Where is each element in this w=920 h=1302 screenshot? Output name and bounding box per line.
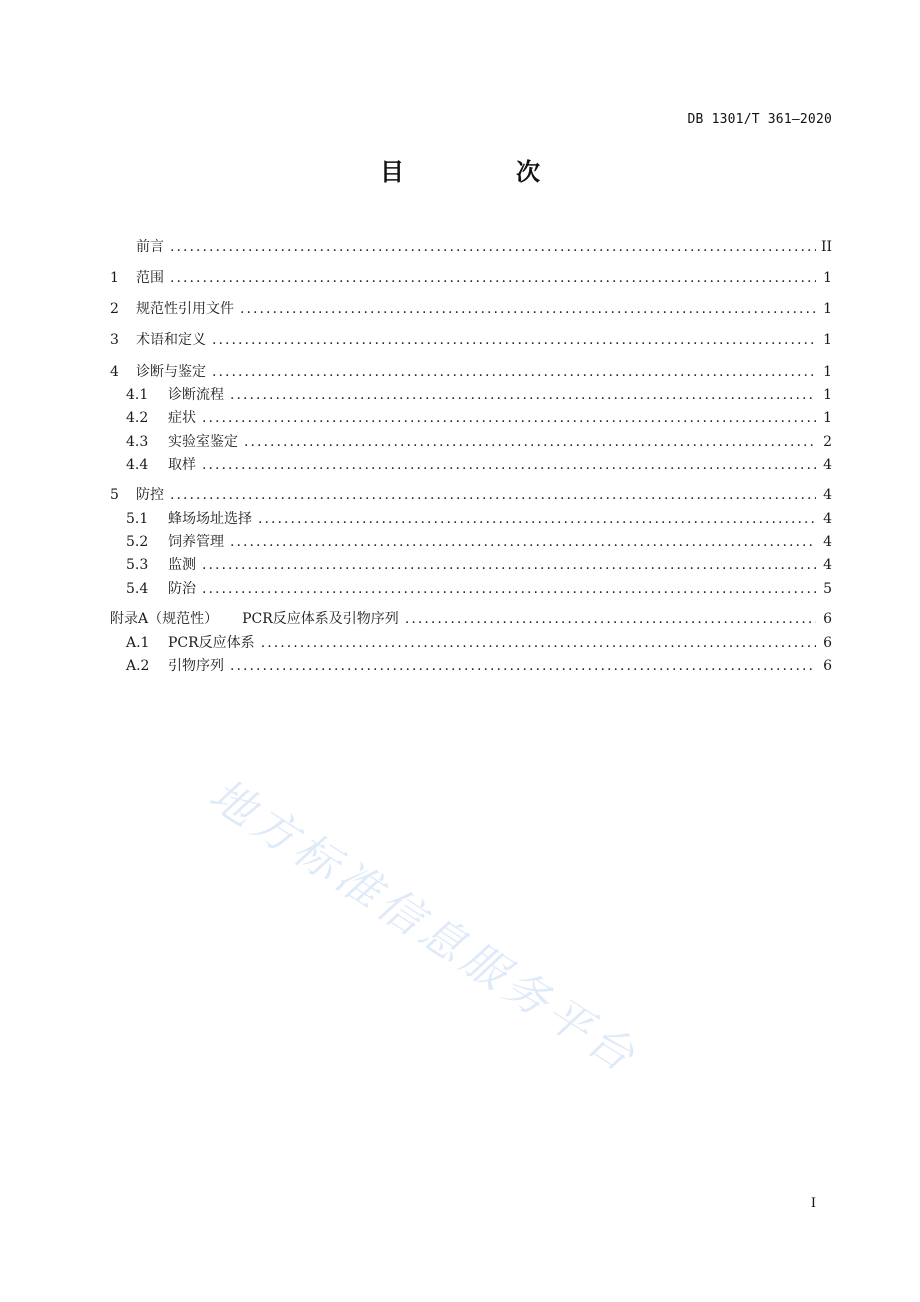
toc-dot-leader xyxy=(405,608,816,630)
toc-entry-label: 规范性引用文件 xyxy=(136,301,234,317)
toc-entry[interactable] xyxy=(110,508,832,530)
toc-entry-label: PCR反应体系 xyxy=(168,635,255,651)
toc-entry-number: 4 xyxy=(110,364,119,380)
toc-entry-page: 1 xyxy=(823,270,832,286)
toc-entry-page: 4 xyxy=(823,457,832,473)
toc-entry[interactable] xyxy=(110,361,832,383)
toc-entry[interactable] xyxy=(110,632,832,654)
toc-entry-label: 蜂场场址选择 xyxy=(168,511,252,527)
toc-entry-number: 5.1 xyxy=(126,511,149,527)
toc-dot-leader xyxy=(258,508,816,530)
toc-entry-number: A.1 xyxy=(126,635,150,651)
toc-entry-label: PCR反应体系及引物序列 xyxy=(242,611,399,627)
toc-entry[interactable] xyxy=(110,298,832,320)
toc-entry-label: 诊断与鉴定 xyxy=(136,364,206,380)
toc-entry-page: 1 xyxy=(823,387,832,403)
toc-entry-page: 6 xyxy=(823,635,832,651)
toc-dot-leader xyxy=(212,329,816,351)
page-title: 目 次 xyxy=(380,158,584,186)
toc-dot-leader xyxy=(230,655,816,677)
toc-entry-number: 5.2 xyxy=(126,534,149,550)
toc-entry-number: 附录A（规范性） xyxy=(110,611,219,627)
page-number: I xyxy=(810,1196,816,1211)
toc-entry-page: II xyxy=(820,239,832,255)
toc-entry-page: 6 xyxy=(823,611,832,627)
toc-entry-label: 监测 xyxy=(168,557,196,573)
toc-dot-leader xyxy=(202,454,816,476)
toc-entry[interactable] xyxy=(110,655,832,677)
toc-entry[interactable] xyxy=(110,431,832,453)
toc-entry-number: 4.1 xyxy=(126,387,149,403)
toc-entry[interactable] xyxy=(110,608,832,630)
toc-entry-label: 诊断流程 xyxy=(168,387,224,403)
toc-dot-leader xyxy=(170,484,816,506)
toc-dot-leader xyxy=(230,384,816,406)
toc-dot-leader xyxy=(170,236,816,258)
toc-entry-label: 术语和定义 xyxy=(136,332,206,348)
toc-entry[interactable] xyxy=(110,236,832,258)
toc-entry-number: 2 xyxy=(110,301,119,317)
toc-entry-page: 1 xyxy=(823,301,832,317)
toc-entry-label: 范围 xyxy=(136,270,164,286)
toc-entry[interactable] xyxy=(110,267,832,289)
toc-dot-leader xyxy=(230,531,816,553)
toc-entry-page: 4 xyxy=(823,511,832,527)
toc-entry[interactable] xyxy=(110,484,832,506)
toc-entry[interactable] xyxy=(110,554,832,576)
toc-entry-number: 4.4 xyxy=(126,457,149,473)
toc-entry-number: 5.4 xyxy=(126,581,149,597)
toc-entry-page: 1 xyxy=(823,410,832,426)
toc-dot-leader xyxy=(202,407,816,429)
toc-dot-leader xyxy=(212,361,816,383)
document-code: DB 1301/T 361—2020 xyxy=(687,112,832,127)
toc-entry-number: 1 xyxy=(110,270,119,286)
toc-dot-leader xyxy=(202,578,816,600)
toc-entry-label: 饲养管理 xyxy=(168,534,224,550)
toc-entry-number: 5 xyxy=(110,487,119,503)
toc-entry-page: 4 xyxy=(823,487,832,503)
toc-entry-number: A.2 xyxy=(126,658,150,674)
toc-entry-number: 4.3 xyxy=(126,434,149,450)
toc-entry[interactable] xyxy=(110,407,832,429)
toc-entry-page: 4 xyxy=(823,534,832,550)
toc-entry[interactable] xyxy=(110,384,832,406)
toc-entry-page: 6 xyxy=(823,658,832,674)
toc-entry[interactable] xyxy=(110,578,832,600)
toc-entry-number: 5.3 xyxy=(126,557,149,573)
toc-entry-page: 2 xyxy=(823,434,832,450)
toc-dot-leader xyxy=(261,632,816,654)
watermark: 地方标准信息服务平台 xyxy=(200,769,648,1085)
toc-entry-page: 4 xyxy=(823,557,832,573)
toc-dot-leader xyxy=(170,267,816,289)
toc-dot-leader xyxy=(202,554,816,576)
toc-dot-leader xyxy=(244,431,816,453)
toc-entry-number: 3 xyxy=(110,332,119,348)
toc-entry-page: 1 xyxy=(823,364,832,380)
toc-entry-label: 防控 xyxy=(136,487,164,503)
toc-entry[interactable] xyxy=(110,531,832,553)
toc-entry-label: 前言 xyxy=(136,239,164,255)
toc-entry-page: 1 xyxy=(823,332,832,348)
toc-entry-label: 实验室鉴定 xyxy=(168,434,238,450)
toc-dot-leader xyxy=(240,298,816,320)
toc-entry-label: 引物序列 xyxy=(168,658,224,674)
toc-entry[interactable] xyxy=(110,454,832,476)
toc-entry-page: 5 xyxy=(823,581,832,597)
toc-entry[interactable] xyxy=(110,329,832,351)
toc-entry-label: 取样 xyxy=(168,457,196,473)
toc-entry-label: 防治 xyxy=(168,581,196,597)
toc-entry-number: 4.2 xyxy=(126,410,149,426)
toc-entry-label: 症状 xyxy=(168,410,196,426)
